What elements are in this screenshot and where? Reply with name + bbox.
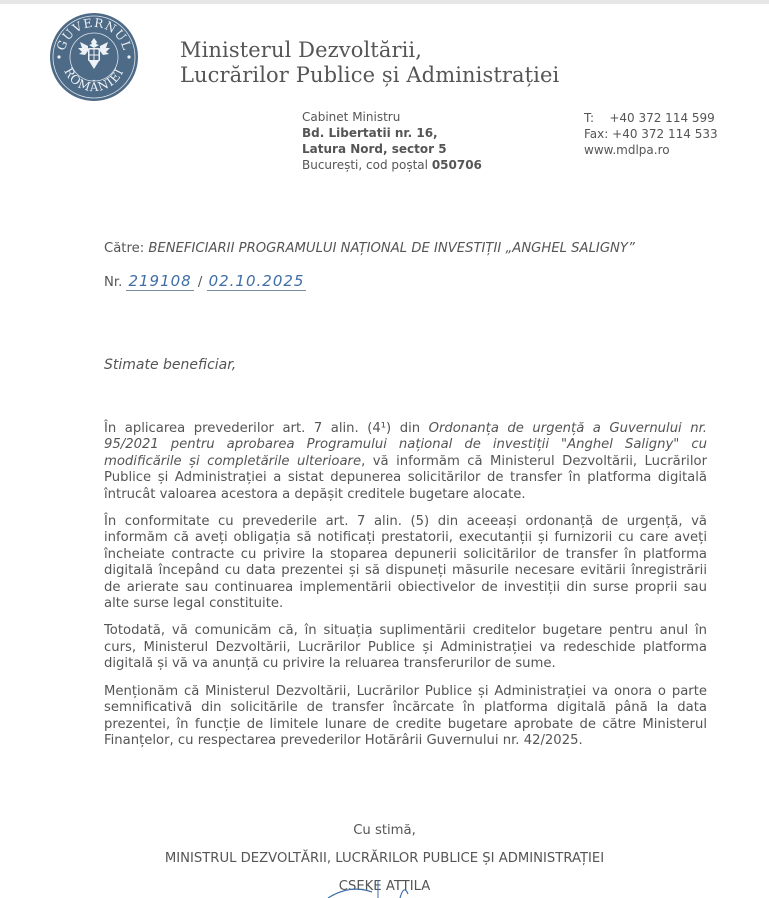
- website-link[interactable]: www.mdlpa.ro: [584, 143, 670, 157]
- svg-text:ROMÂNIEI: ROMÂNIEI: [61, 65, 127, 95]
- registration-separator: /: [193, 275, 207, 290]
- address-sector: Latura Nord, sector 5: [302, 142, 447, 156]
- registration-number: 219108: [128, 272, 192, 290]
- paragraph-3: Totodată, vă comunicăm că, în situația suplimentării creditelor bugetare pentru anul în curs, Ministerul Dezvoltării, Lucrărilor Publice și Administrației va redeschide platforma digitală și vă va anunță cu privire la reluarea transferurilor de sume.: [104, 623, 707, 672]
- phone-row: [584, 110, 718, 126]
- closing-regards: Cu stimă,: [353, 823, 416, 838]
- address-office: Cabinet Ministru: [302, 110, 401, 124]
- paragraph-2: În conformitate cu prevederile art. 7 alin. (5) din aceeași ordonanță de urgență, vă informăm că aveți obligația să notificați prestatorii, executanții și furnizorii cu care aveți încheiate contracte cu privire la stoparea depunerii solicitărilor de transfer în platforma digitală începând cu data prezentei și să dispuneți măsurile necesare evitării înregistrării de arierate sau continuarea implementării obiectivelor de investiții din surse proprii sau alte surse legal constituite.: [104, 514, 707, 612]
- fax-number: +40 372 114 533: [612, 127, 718, 141]
- fax-row: [584, 126, 718, 142]
- ministry-name: [180, 38, 559, 88]
- recipient-label: Către:: [104, 241, 149, 256]
- paragraph-1: [104, 421, 707, 503]
- contact-block: [584, 110, 718, 158]
- signature-stroke-icon: [320, 878, 440, 898]
- paragraph-1-ordinance-title: Ordonanța de urgență a Guvernului nr. 95/2021 pentru aprobarea Programului național de investiții "Anghel Saligny" cu modificările și completările ulterioare: [104, 421, 707, 469]
- paragraph-4: Menționăm că Ministerul Dezvoltării, Lucrărilor Publice și Administrației va onora o parte semnificativă din solicitările de transfer încărcate în platforma digitală până la data prezentei, în funcție de limitele lunare de credite bugetare aprobate de către Ministerul Finanțelor, cu respectarea prevederilor Hotărârii Guvernului nr. 42/2025.: [104, 683, 707, 748]
- salutation: Stimate beneficiar,: [104, 357, 237, 373]
- signatory-name: CSEKE ATTILA: [338, 879, 431, 894]
- recipient-value: BENEFICIARII PROGRAMULUI NAȚIONAL DE INVESTIȚII „ANGHEL SALIGNY”: [148, 241, 635, 256]
- fax-label: Fax:: [584, 127, 609, 141]
- svg-text:GUVERNUL: GUVERNUL: [53, 15, 135, 53]
- recipient-line: [104, 241, 635, 256]
- ministry-name-line2: Lucrărilor Publice și Administrației: [180, 63, 560, 87]
- address-street: Bd. Libertatii nr. 16,: [302, 126, 438, 140]
- postal-code: 050706: [431, 158, 482, 172]
- registration-date: 02.10.2025: [208, 272, 305, 290]
- government-emblem-logo: [48, 12, 140, 102]
- top-border: [0, 0, 769, 4]
- emblem-icon: [48, 12, 140, 102]
- address-block: [302, 109, 482, 173]
- paragraph-1-intro: În aplicarea prevederilor art. 7 alin. (4¹) din: [104, 421, 429, 436]
- address-city: [302, 157, 482, 173]
- phone-label: T:: [584, 111, 595, 125]
- address-city-text: București, cod poștal: [302, 158, 432, 172]
- registration-label: Nr.: [104, 275, 127, 290]
- paragraph-1-rest: , vă informăm că Ministerul Dezvoltării, Lucrărilor Publice și Administrației a sistat depunerea solicitărilor de transfer în platforma digitală întrucât valoarea acestora a depășit creditele bugetare alocate.: [104, 453, 708, 502]
- signatory-title: MINISTRUL DEZVOLTĂRII, LUCRĂRILOR PUBLICE ȘI ADMINISTRAȚIEI: [164, 851, 605, 866]
- phone-number: +40 372 114 599: [609, 111, 715, 125]
- letter-body: [104, 421, 707, 760]
- registration-line: [104, 272, 306, 290]
- ministry-name-line1: Ministerul Dezvoltării,: [180, 38, 423, 62]
